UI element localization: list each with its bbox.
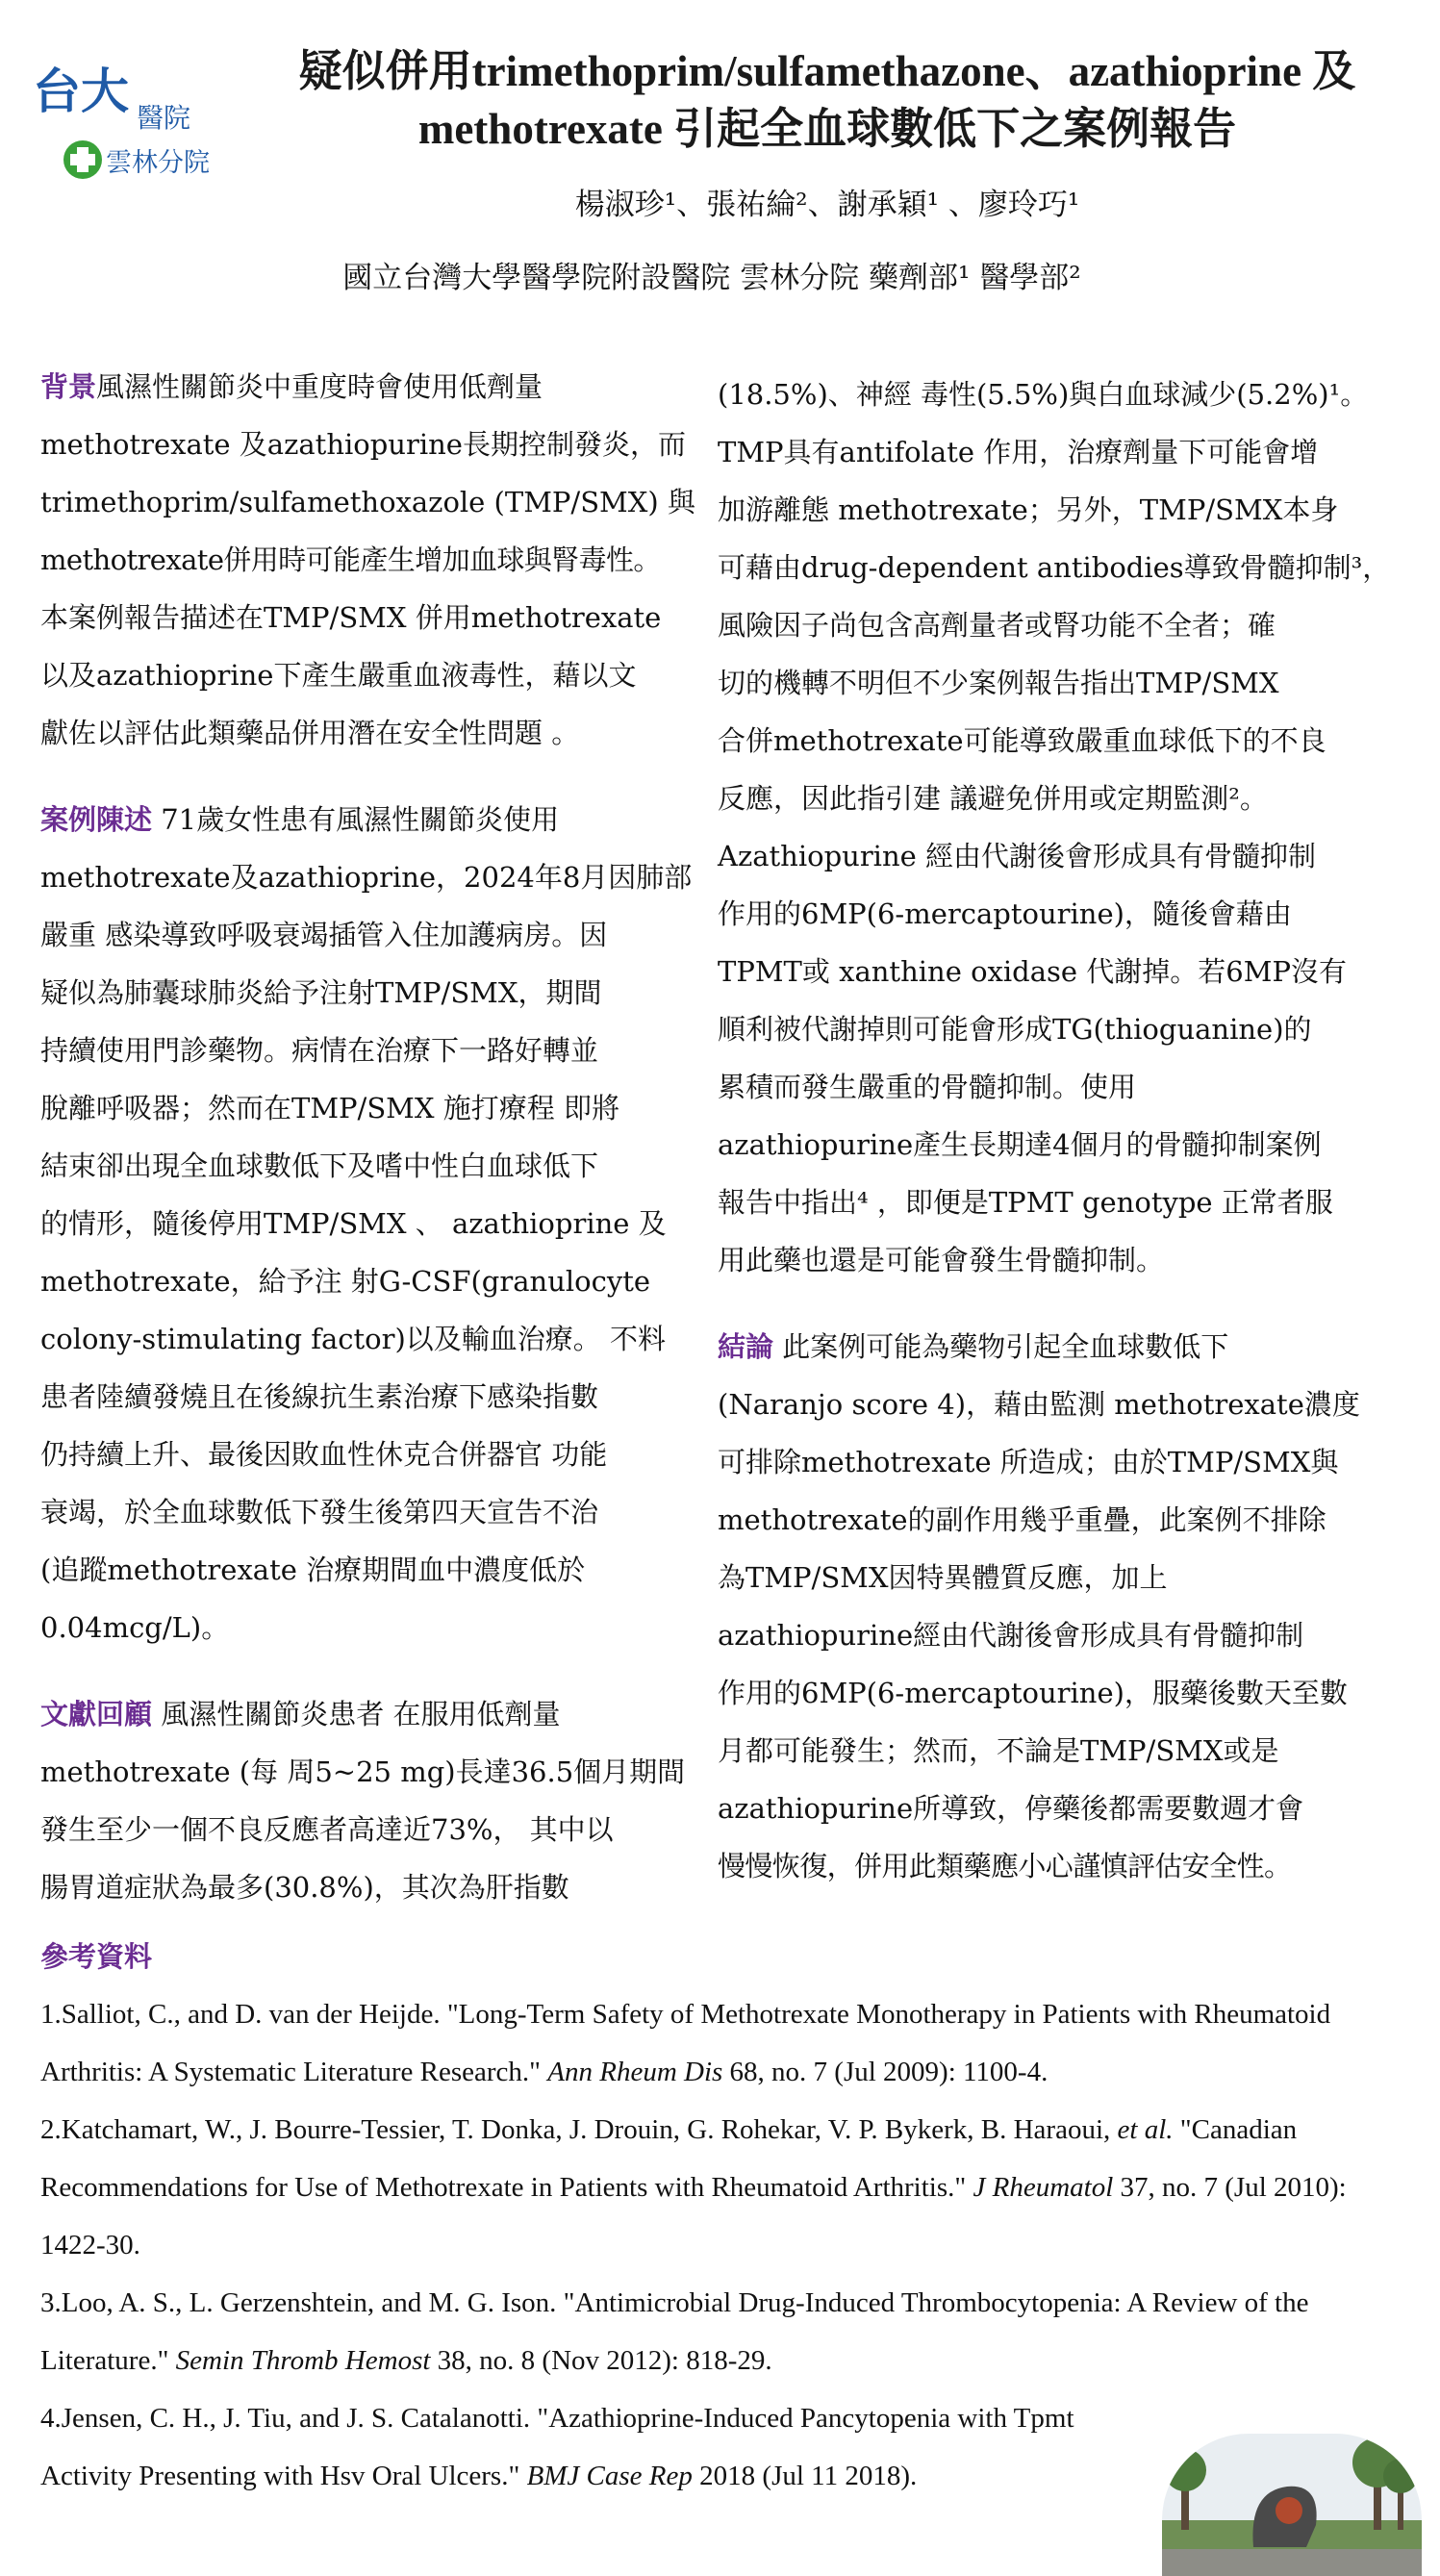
affiliation: 國立台灣大學醫學院附設醫院 雲林分院 藥劑部¹ 醫學部² (342, 261, 1081, 295)
reference-item: 1.Salliot, C., and D. van der Heijde. "Long-Term Safety of Methotrexate Monotherapy in Patients with Rheumatoid Arthritis: A Systematic Literature Research." Ann Rheum Dis 68, no. 7 (Jul 2009): 1100-4. (40, 1999, 1331, 2087)
review-cont-line: 切的機轉不明但不少案例報告指出TMP/SMX (718, 667, 1279, 699)
review-cont-line: 報告中指出⁴ ，即便是TPMT genotype 正常者服 (718, 1186, 1333, 1219)
case-line: 結束卻出現全血球數低下及嗜中性白血球低下 (40, 1149, 599, 1182)
references-heading: 參考資料 (40, 1940, 153, 1973)
conclusion-line: 可排除methotrexate 所造成；由於TMP/SMX與 (718, 1446, 1339, 1478)
case-line: 患者陸續發燒且在後線抗生素治療下感染指數 (40, 1380, 599, 1413)
case-line-1: 案例陳述 71歲女性患有風濕性關節炎使用 (40, 803, 560, 836)
review-line: 腸胃道症狀為最多(30.8%)，其次為肝指數 (40, 1871, 569, 1904)
conclusion-line: 慢慢恢復，併用此類藥應小心謹慎評估安全性。 (718, 1850, 1292, 1882)
case-heading: 案例陳述 (40, 803, 153, 836)
conclusion-line: methotrexate的副作用幾乎重疊，此案例不排除 (718, 1503, 1326, 1536)
conclusion-line: azathiopurine所導致，停藥後都需要數週才會 (718, 1792, 1304, 1825)
logo-name: 台大 (33, 63, 129, 119)
conclusion-line: 為TMP/SMX因特異體質反應，加上 (718, 1561, 1168, 1594)
review-cont-line: 順利被代謝掉則可能會形成TG(thioguanine)的 (718, 1013, 1312, 1046)
review-cont-line: TPMT或 xanthine oxidase 代謝掉。若6MP沒有 (718, 955, 1347, 988)
reference-item: 4.Jensen, C. H., J. Tiu, and J. S. Catalanotti. "Azathioprine-Induced Pancytopenia with Tpmt Activity Presenting with Hsv Oral Ulcers." BMJ Case Rep 2018 (Jul 11 2018). (40, 2403, 1074, 2491)
review-cont-line: TMP具有antifolate 作用，治療劑量下可能會增 (718, 436, 1319, 468)
title-line-2: methotrexate 引起全血球數低下之案例報告 (417, 105, 1237, 153)
poster-title (231, 42, 1424, 158)
background-heading: 背景 (40, 370, 97, 403)
background-line: 獻佐以評估此類藥品併用潛在安全性問題 。 (40, 717, 580, 749)
review-heading: 文獻回顧 (40, 1698, 153, 1730)
conclusion-line-1: 結論 此案例可能為藥物引起全血球數低下 (718, 1330, 1229, 1363)
conclusion-line: 月都可能發生；然而，不論是TMP/SMX或是 (718, 1734, 1279, 1767)
right-column (718, 366, 1402, 1895)
left-column (40, 358, 704, 1916)
case-line: (追蹤methotrexate 治療期間血中濃度低於 (40, 1553, 586, 1586)
review-cont-line: 累積而發生嚴重的骨髓抑制。使用 (718, 1071, 1137, 1103)
case-line: 的情形，隨後停用TMP/SMX 、 azathioprine 及 (40, 1207, 667, 1240)
hospital-logo (33, 60, 225, 185)
case-line: methotrexate，給予注 射G-CSF(granulocyte (40, 1265, 651, 1298)
case-line: 衰竭，於全血球數低下發生後第四天宣告不治 (40, 1496, 599, 1528)
campus-photo (1162, 2434, 1422, 2576)
review-line: methotrexate (每 周5~25 mg)長達36.5個月期間 (40, 1755, 686, 1788)
conclusion-line: azathiopurine經由代謝後會形成具有骨髓抑制 (718, 1619, 1304, 1652)
case-line: methotrexate及azathioprine，2024年8月因肺部 (40, 861, 693, 894)
review-cont-line: 風險因子尚包含高劑量者或腎功能不全者；確 (718, 609, 1276, 642)
background-line: methotrexate 及azathiopurine長期控制發炎，而 (40, 428, 686, 461)
conclusion-line: (Naranjo score 4)，藉由監測 methotrexate濃度 (718, 1388, 1360, 1421)
review-cont-line: azathiopurine產生長期達4個月的骨髓抑制案例 (718, 1128, 1322, 1161)
logo-hospital: 醫院 (137, 102, 191, 134)
background-line: 以及azathioprine下產生嚴重血液毒性，藉以文 (40, 659, 637, 692)
review-line-1: 文獻回顧 風濕性關節炎患者 在服用低劑量 (40, 1698, 561, 1730)
background-line-1: 背景風濕性關節炎中重度時會使用低劑量 (40, 370, 543, 403)
review-cont-line: Azathiopurine 經由代謝後會形成具有骨髓抑制 (718, 840, 1317, 872)
reference-item: 2.Katchamart, W., J. Bourre-Tessier, T. Donka, J. Drouin, G. Rohekar, V. P. Bykerk, B. Haraoui, et al. "Canadian Recommendations for Use of Methotrexate in Patients with Rheumatoid Arthritis." J Rheumatol 37, no. 7 (Jul 2010): 1422-30. (40, 2114, 1347, 2260)
background-line: methotrexate併用時可能產生增加血球與腎毒性。 (40, 543, 661, 576)
review-cont-line: 用此藥也還是可能會發生骨髓抑制。 (718, 1244, 1165, 1276)
review-cont-line: (18.5%)、神經 毒性(5.5%)與白血球減少(5.2%)¹。 (718, 378, 1369, 411)
title-line-1: 疑似併用trimethoprim/sulfamethazone、azathioprine 及 (298, 47, 1356, 95)
review-cont-line: 加游離態 methotrexate；另外，TMP/SMX本身 (718, 493, 1339, 526)
case-line: 持續使用門診藥物。病情在治療下一路好轉並 (40, 1034, 599, 1067)
background-line: 本案例報告描述在TMP/SMX 併用methotrexate (40, 601, 662, 634)
case-line: 嚴重 感染導致呼吸衰竭插管入住加護病房。因 (40, 919, 608, 951)
review-cont-line: 作用的6MP(6-mercaptourine)，隨後會藉由 (718, 897, 1292, 930)
review-cont-line: 合併methotrexate可能導致嚴重血球低下的不良 (718, 724, 1326, 757)
case-line: 仍持續上升、最後因敗血性休克合併器官 功能 (40, 1438, 608, 1471)
conclusion-heading: 結論 (718, 1330, 774, 1363)
logo-branch: 雲林分院 (106, 148, 210, 178)
references-section (40, 1928, 1406, 2505)
conclusion-line: 作用的6MP(6-mercaptourine)，服藥後數天至數 (718, 1677, 1348, 1709)
case-line: colony-stimulating factor)以及輸血治療。 不料 (40, 1323, 667, 1355)
case-line: 0.04mcg/L)。 (40, 1611, 230, 1644)
review-cont-line: 反應，因此指引建 議避免併用或定期監測²。 (718, 782, 1268, 815)
review-cont-line: 可藉由drug-dependent antibodies導致骨髓抑制³， (718, 551, 1391, 584)
case-line: 疑似為肺囊球肺炎給予注射TMP/SMX，期間 (40, 976, 602, 1009)
review-line: 發生至少一個不良反應者高達近73%， 其中以 (40, 1813, 614, 1846)
case-line: 脫離呼吸器；然而在TMP/SMX 施打療程 即將 (40, 1092, 619, 1124)
reference-item: 3.Loo, A. S., L. Gerzenshtein, and M. G. Ison. "Antimicrobial Drug-Induced Thrombocytopenia: A Review of the Literature." Semin Thromb Hemost 38, no. 8 (Nov 2012): 818-29. (40, 2287, 1309, 2376)
background-line: trimethoprim/sulfamethoxazole (TMP/SMX) 與 (40, 486, 695, 518)
author-list: 楊淑珍¹、張祐綸²、謝承穎¹ 、廖玲巧¹ (574, 188, 1080, 222)
